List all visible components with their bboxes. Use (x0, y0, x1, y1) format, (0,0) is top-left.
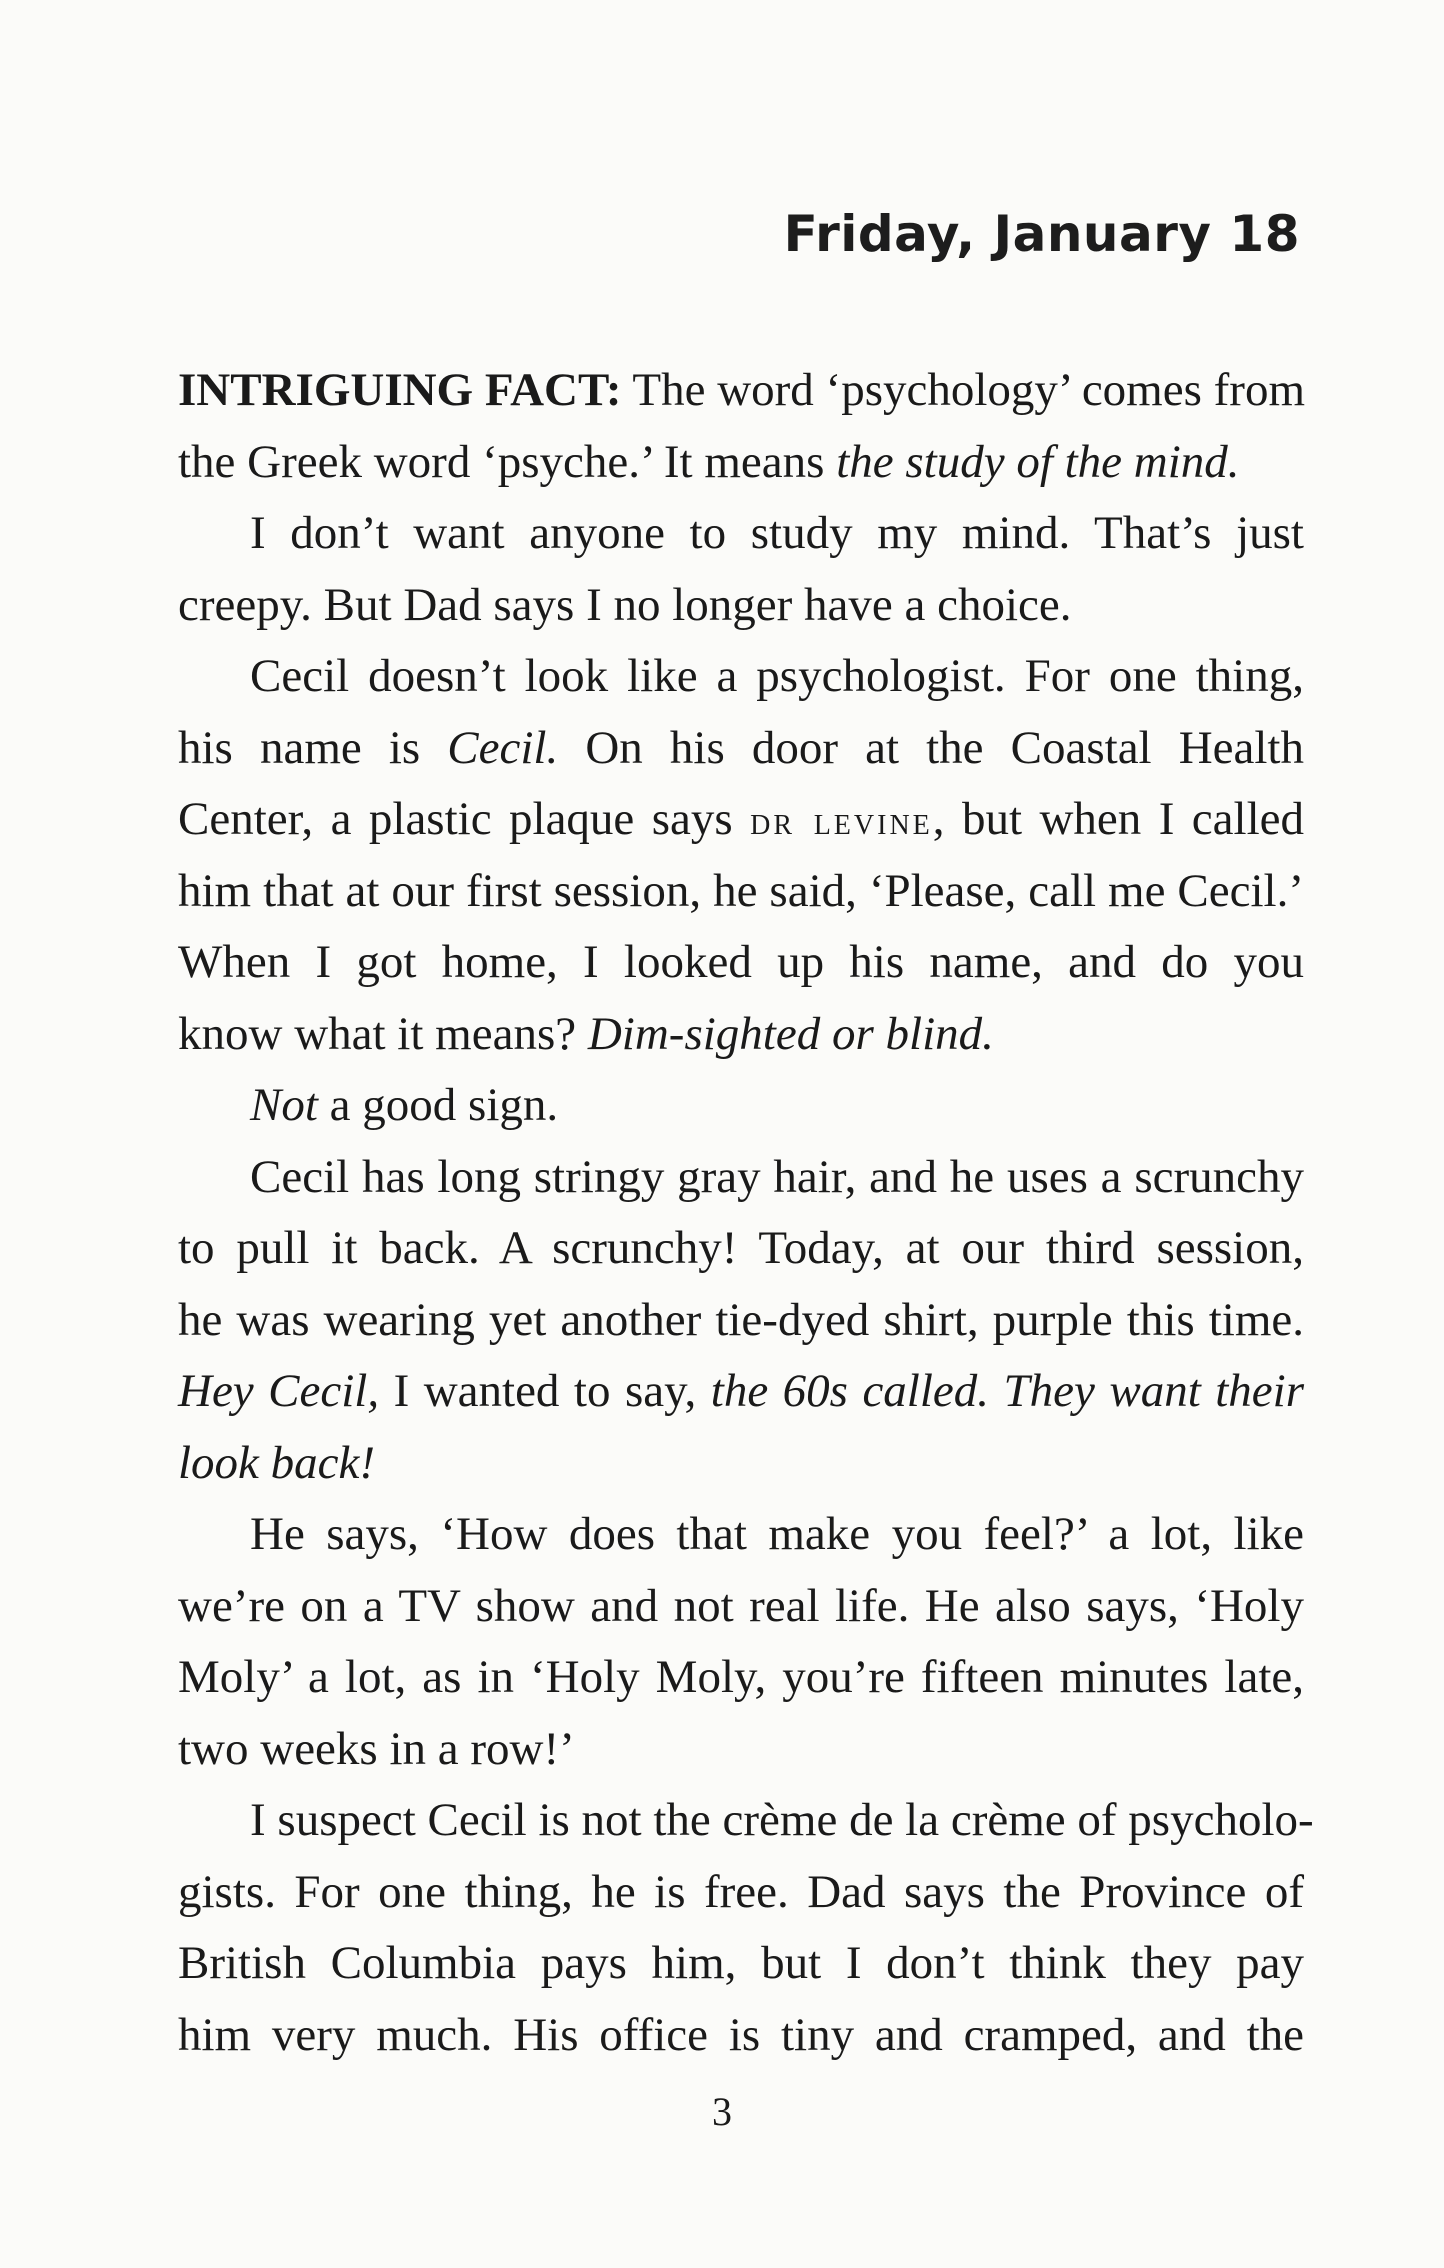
italic-text: the 60s called. They want their (710, 1365, 1305, 1417)
text-segment: him very much. His office is tiny and cramped, and the (178, 2008, 1304, 2061)
text-segment: creepy. But Dad says I no longer have a choice. (178, 578, 1072, 631)
text-line (178, 1714, 1304, 1786)
text-line (178, 498, 1304, 570)
text-segment: he was wearing yet another tie-dyed shirt, purple this time. (178, 1293, 1304, 1346)
text-segment: to pull it back. A scrunchy! Today, at our third session, (178, 1222, 1304, 1274)
text-line (178, 570, 1304, 642)
text-line (178, 355, 1304, 427)
text-segment: , but when I called (932, 793, 1304, 845)
text-segment: On his door at the Coastal Health (558, 721, 1304, 774)
text-segment: gists. For one thing, he is free. Dad says the Province of (178, 1865, 1304, 1918)
italic-text: look back! (178, 1436, 376, 1489)
text-line (178, 1285, 1304, 1357)
text-line (178, 713, 1304, 785)
text-segment: Cecil has long stringy gray hair, and he uses a scrunchy (250, 1150, 1304, 1203)
text-segment: I wanted to say, (379, 1365, 711, 1417)
text-segment: The word ‘psychology’ comes from (621, 364, 1306, 416)
text-line (178, 856, 1304, 928)
text-line (178, 641, 1304, 713)
text-line (178, 1428, 1304, 1500)
text-segment: Center, a plastic plaque says (178, 793, 751, 845)
text-line (178, 1571, 1304, 1643)
italic-text: Dim-sighted or blind. (587, 1007, 994, 1060)
italic-text: Not (250, 1079, 318, 1131)
text-segment: we’re on a TV show and not real life. He also says, ‘Holy (178, 1579, 1304, 1632)
body-text (178, 355, 1314, 2071)
text-line (178, 1642, 1304, 1714)
text-segment: a good sign. (317, 1079, 559, 1131)
text-line (178, 427, 1304, 499)
italic-text: the study of the mind. (836, 435, 1240, 488)
text-line (178, 1785, 1314, 1857)
text-line (178, 1070, 1304, 1142)
text-segment: I don’t want anyone to study my mind. That’s just (250, 507, 1304, 559)
text-segment: him that at our first session, he said, ‘Please, call me Cecil.’ (178, 864, 1304, 917)
page-number: 3 (712, 2089, 732, 2134)
chapter-heading: Friday, January 18 (783, 205, 1300, 263)
text-line (178, 1857, 1304, 1929)
text-segment: Moly’ a lot, as in ‘Holy Moly, you’re fifteen minutes late, (178, 1651, 1304, 1703)
text-line (178, 1213, 1304, 1285)
text-line (178, 1499, 1304, 1571)
text-segment: two weeks in a row!’ (178, 1722, 575, 1775)
text-line (178, 1142, 1304, 1214)
text-segment: the Greek word ‘psyche.’ It means (178, 435, 837, 488)
text-segment: I suspect Cecil is not the crème de la crème of psycholo- (250, 1794, 1314, 1846)
text-line (178, 927, 1304, 999)
text-line (178, 784, 1304, 856)
text-line (178, 1356, 1304, 1428)
text-line (178, 1928, 1304, 2000)
text-segment: Cecil doesn’t look like a psychologist. For one thing, (250, 650, 1304, 702)
text-segment: When I got home, I looked up his name, and do you (178, 936, 1304, 988)
italic-text: Hey Cecil, (178, 1365, 380, 1417)
text-segment: He says, ‘How does that make you feel?’ a lot, like (250, 1508, 1304, 1560)
text-segment: know what it means? (178, 1007, 588, 1060)
text-line (178, 999, 1304, 1071)
bold-lead-text: INTRIGUING FACT: (178, 364, 622, 416)
small-caps-text: dr levine (750, 798, 933, 843)
text-line (178, 2000, 1304, 2072)
italic-text: Cecil. (447, 721, 559, 774)
text-segment: British Columbia pays him, but I don’t think they pay (178, 1937, 1304, 1989)
text-segment: his name is (178, 721, 448, 774)
